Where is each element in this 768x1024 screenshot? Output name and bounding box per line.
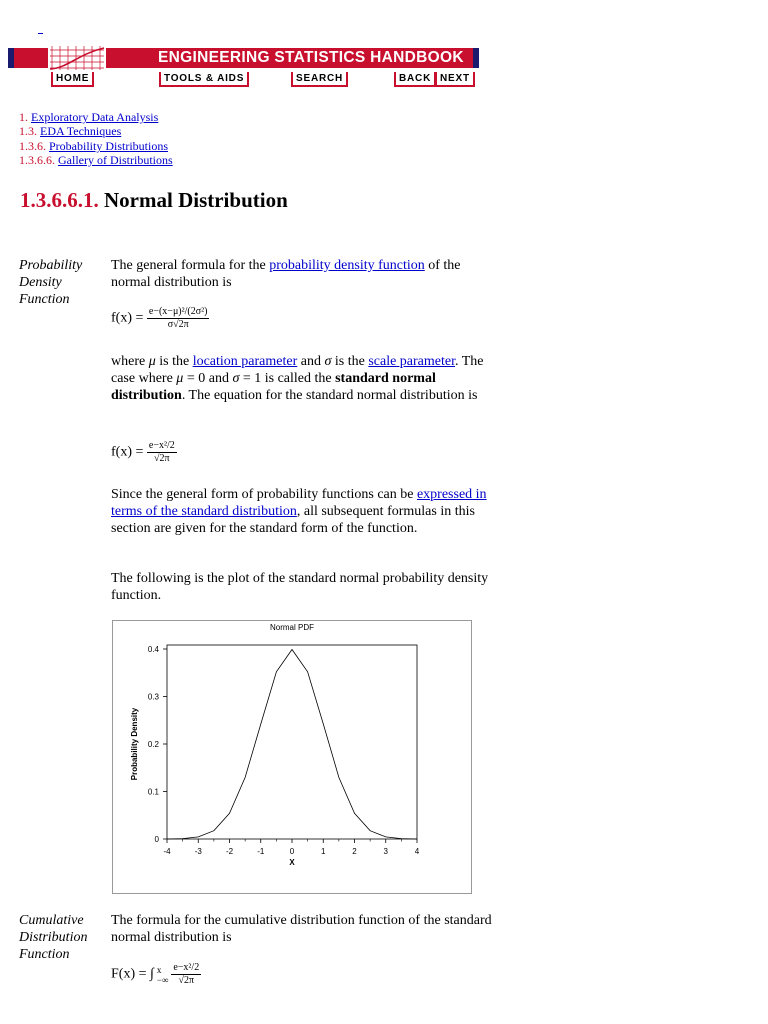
home-button[interactable]: HOME xyxy=(51,72,94,87)
y-tick-label: 0.4 xyxy=(147,645,159,654)
banner-title: ENGINEERING STATISTICS HANDBOOK xyxy=(158,49,464,66)
location-parameter-link[interactable]: location parameter xyxy=(192,354,298,369)
y-axis-label: Probability Density xyxy=(130,707,139,781)
standard-form-link[interactable]: expressed in terms of the standard distribution xyxy=(111,487,487,519)
text: of the normal distribution is xyxy=(111,258,461,290)
y-tick-label: 0 xyxy=(154,835,159,844)
y-tick-label: 0.1 xyxy=(147,787,159,797)
x-tick-label: -1 xyxy=(257,847,265,856)
label-line: Function xyxy=(19,947,70,962)
breadcrumb-number: 1. xyxy=(19,110,28,124)
page-title-text: Normal Distribution xyxy=(104,188,288,212)
text: = 1 is called the xyxy=(239,371,336,386)
x-axis-label: X xyxy=(289,858,295,867)
standard-pdf-formula xyxy=(111,440,177,465)
parameter-text xyxy=(111,353,495,404)
breadcrumb-link-gallery[interactable]: Gallery of Distributions xyxy=(58,153,173,167)
x-tick-label: 2 xyxy=(352,847,357,856)
formula-denominator: σ√2π xyxy=(167,319,189,330)
cdf-text xyxy=(111,912,495,946)
y-tick-label: 0.3 xyxy=(147,692,159,702)
breadcrumb-item xyxy=(19,153,173,168)
scale-parameter-link[interactable]: scale parameter xyxy=(368,354,455,369)
label-line: Distribution xyxy=(19,930,88,945)
formula-numerator: e−(x−μ)²/(2σ²) xyxy=(148,306,208,317)
breadcrumb-item xyxy=(19,124,121,139)
text: The following is the plot of the standard normal probability density function. xyxy=(111,571,489,603)
x-tick-label: 4 xyxy=(414,847,420,856)
cdf-section-label xyxy=(19,912,101,963)
top-anchor-link[interactable]: _ xyxy=(38,24,43,35)
breadcrumb-item xyxy=(19,139,168,154)
chart-svg xyxy=(113,621,471,893)
plot-intro-text xyxy=(111,570,495,604)
text: The general formula for the xyxy=(111,258,270,273)
integral-limits xyxy=(157,965,169,985)
x-tick-label: 1 xyxy=(321,847,326,856)
x-tick-label: 0 xyxy=(289,847,295,856)
sigma-symbol: σ xyxy=(232,371,240,386)
normal-pdf-chart xyxy=(112,620,472,894)
breadcrumb-link-probability-distributions[interactable]: Probability Distributions xyxy=(49,139,169,153)
integral-lower: −∞ xyxy=(156,974,169,985)
breadcrumb-number: 1.3. xyxy=(19,124,37,138)
breadcrumb-item xyxy=(19,110,158,125)
formula-denominator: √2π xyxy=(178,975,195,986)
label-line: Function xyxy=(19,292,70,307)
next-button[interactable]: NEXT xyxy=(435,72,475,87)
integral-upper: x xyxy=(156,964,162,975)
tools-aids-button[interactable]: TOOLS & AIDS xyxy=(159,72,249,87)
breadcrumb-link-eda-techniques[interactable]: EDA Techniques xyxy=(40,124,122,138)
standard-normal-bold: standard normal distribution xyxy=(111,371,436,403)
formula-lhs: f(x) = xyxy=(111,310,147,326)
page-title xyxy=(20,188,288,213)
page-title-number: 1.3.6.6.1. xyxy=(20,188,99,212)
back-button[interactable]: BACK xyxy=(394,72,436,87)
text: The formula for the cumulative distribution function of the standard normal distribution is xyxy=(111,913,492,945)
general-pdf-formula xyxy=(111,306,209,331)
text: Since the general form of probability functions can be xyxy=(111,487,417,502)
chart-title: Normal PDF xyxy=(269,623,315,632)
formula-lhs: f(x) = xyxy=(111,444,147,460)
sigma-symbol: σ xyxy=(324,354,332,369)
x-tick-label: -2 xyxy=(225,847,234,856)
banner-right-edge xyxy=(473,48,479,68)
x-tick-label: 3 xyxy=(383,847,388,856)
formula-fraction xyxy=(147,306,210,331)
text: is the xyxy=(331,354,369,369)
text: and xyxy=(297,354,325,369)
formula-fraction xyxy=(171,962,201,987)
pdf-section-label xyxy=(19,257,101,308)
banner-left-edge xyxy=(8,48,14,68)
label-line: Density xyxy=(19,275,62,290)
pdf-intro-text xyxy=(111,257,495,291)
x-tick-label: -3 xyxy=(194,847,202,856)
breadcrumb-number: 1.3.6. xyxy=(19,139,46,153)
pdf-link[interactable]: probability density function xyxy=(269,258,425,273)
text: , all subsequent formulas in this section are given for the standard form of the function. xyxy=(111,504,475,536)
since-text xyxy=(111,486,495,537)
breadcrumb-number: 1.3.6.6. xyxy=(19,153,55,167)
handbook-logo-icon xyxy=(48,44,106,72)
formula-numerator: e−x²/2 xyxy=(173,962,200,973)
x-tick-label: -4 xyxy=(163,847,171,856)
plot-frame xyxy=(167,645,417,839)
text: where xyxy=(111,354,149,369)
text: = 0 and xyxy=(183,371,233,386)
formula-fraction xyxy=(147,440,177,465)
cdf-formula xyxy=(111,962,201,987)
label-line: Probability xyxy=(19,258,83,273)
mu-symbol: μ xyxy=(176,371,184,386)
formula-lhs: F(x) = ∫ xyxy=(111,966,154,982)
search-button[interactable]: SEARCH xyxy=(291,72,348,87)
text: is the xyxy=(155,354,193,369)
formula-denominator: √2π xyxy=(154,453,170,464)
handbook-banner xyxy=(8,48,479,88)
pdf-curve xyxy=(167,650,417,840)
mu-symbol: μ xyxy=(148,354,156,369)
y-tick-label: 0.2 xyxy=(147,740,159,749)
text: . The equation for the standard normal distribution is xyxy=(181,388,478,403)
text: . The case where xyxy=(111,354,484,386)
label-line: Cumulative xyxy=(19,913,84,928)
breadcrumb-link-eda[interactable]: Exploratory Data Analysis xyxy=(31,110,159,124)
formula-numerator: e−x²/2 xyxy=(148,440,175,451)
